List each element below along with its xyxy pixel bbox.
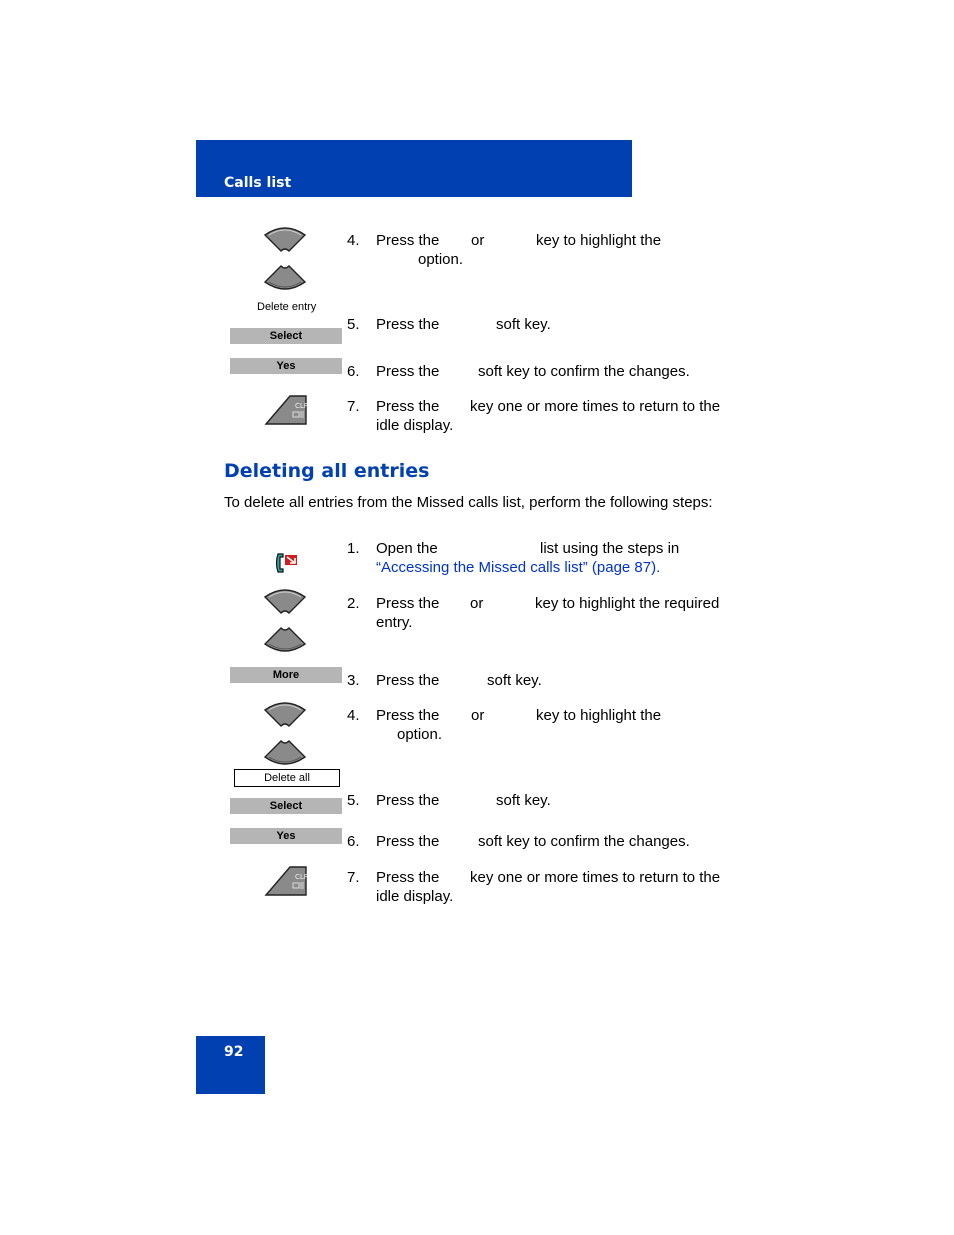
- step-6: [347, 832, 747, 852]
- step-number: 5.: [347, 316, 360, 333]
- step-number: 4.: [347, 707, 360, 724]
- step-5: [347, 791, 747, 811]
- screen-label-delete-entry: Delete entry: [257, 301, 317, 313]
- step-text: idle display.: [376, 417, 454, 434]
- step-6: [347, 362, 747, 382]
- step-number: 6.: [347, 363, 360, 380]
- step-number: 4.: [347, 232, 360, 249]
- step-text: option.: [397, 726, 443, 743]
- step-text: or: [470, 595, 484, 612]
- step-number: 1.: [347, 540, 360, 557]
- step-4: [347, 706, 747, 746]
- up-key-icon: [263, 700, 307, 728]
- step-3: [347, 671, 747, 691]
- step-text: soft key.: [496, 316, 551, 333]
- step-text: Press the: [376, 363, 440, 380]
- step-text: key to highlight the: [536, 707, 662, 724]
- accessing-missed-calls-link[interactable]: “Accessing the Missed calls list” (page 87).: [376, 559, 661, 576]
- step-text: or: [471, 707, 485, 724]
- down-key-icon: [263, 626, 307, 654]
- page-number-box: [196, 1036, 265, 1094]
- step-text: Press the: [376, 232, 440, 249]
- clear-key-icon: [264, 865, 308, 897]
- step-text: Press the: [376, 398, 440, 415]
- step-number: 5.: [347, 792, 360, 809]
- step-text: key to highlight the required: [535, 595, 720, 612]
- up-key-icon: [263, 587, 307, 615]
- step-4: [347, 231, 747, 271]
- step-number: 7.: [347, 869, 360, 886]
- down-key-icon: [263, 264, 307, 292]
- step-text: Press the: [376, 316, 440, 333]
- down-key-icon: [263, 739, 307, 767]
- missed-calls-icon: [273, 552, 301, 576]
- step-7: [347, 397, 747, 437]
- screen-label-delete-all: Delete all: [234, 769, 340, 787]
- step-text: key one or more times to return to the: [470, 398, 721, 415]
- step-text: Open the: [376, 540, 438, 557]
- yes-softkey: Yes: [230, 358, 342, 374]
- step-number: 2.: [347, 595, 360, 612]
- step-text: key one or more times to return to the: [470, 869, 721, 886]
- step-text: entry.: [376, 614, 413, 631]
- header-title: Calls list: [224, 175, 292, 191]
- select-softkey: Select: [230, 798, 342, 814]
- step-1: [347, 539, 747, 579]
- header-bar: [196, 140, 632, 197]
- step-2: [347, 594, 747, 634]
- step-text: soft key to confirm the changes.: [478, 363, 690, 380]
- select-softkey: Select: [230, 328, 342, 344]
- step-text: Press the: [376, 869, 440, 886]
- step-text: soft key to confirm the changes.: [478, 833, 690, 850]
- step-number: 7.: [347, 398, 360, 415]
- intro-paragraph: To delete all entries from the Missed calls list, perform the following steps:: [224, 494, 713, 511]
- step-number: 3.: [347, 672, 360, 689]
- step-5: [347, 315, 747, 335]
- step-text: Press the: [376, 595, 440, 612]
- yes-softkey: Yes: [230, 828, 342, 844]
- step-text: list using the steps in: [540, 540, 680, 557]
- up-key-icon: [263, 225, 307, 253]
- step-text: key to highlight the: [536, 232, 662, 249]
- step-text: Press the: [376, 707, 440, 724]
- step-text: Press the: [376, 792, 440, 809]
- page-number: 92: [224, 1044, 244, 1060]
- clear-key-icon: [264, 394, 308, 426]
- section-heading: Deleting all entries: [224, 460, 430, 482]
- step-text: soft key.: [496, 792, 551, 809]
- step-text: option.: [418, 251, 464, 268]
- step-text: idle display.: [376, 888, 454, 905]
- step-number: 6.: [347, 833, 360, 850]
- step-7: [347, 868, 747, 908]
- step-text: Press the: [376, 672, 440, 689]
- step-text: Press the: [376, 833, 440, 850]
- more-softkey: More: [230, 667, 342, 683]
- step-text: or: [471, 232, 485, 249]
- step-text: soft key.: [487, 672, 542, 689]
